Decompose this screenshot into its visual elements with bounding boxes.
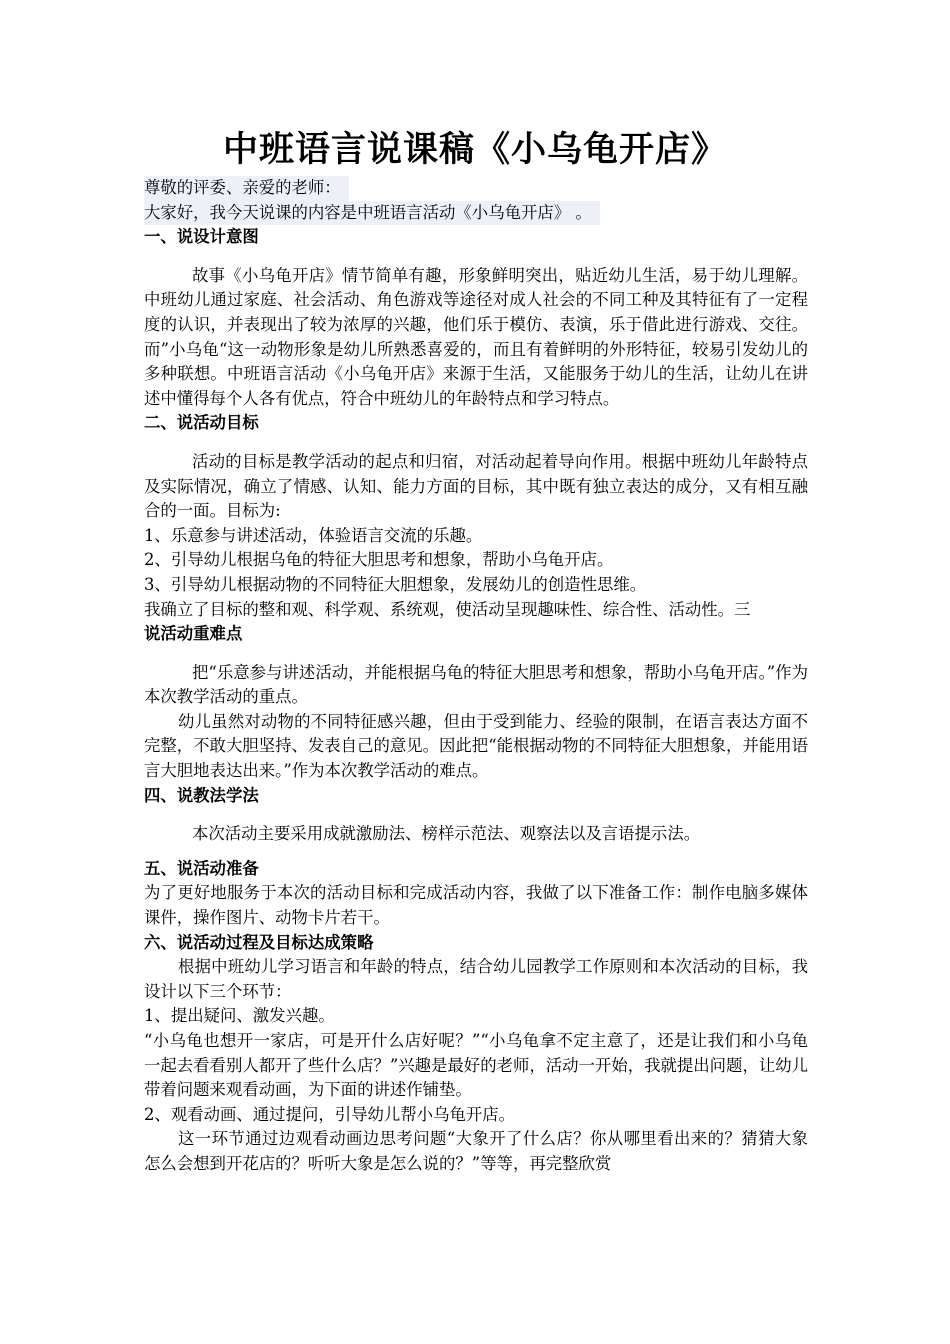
section-heading-6: 六、说活动过程及目标达成策略 (144, 932, 374, 952)
goal-item: 2、引导幼儿根据乌龟的特征大胆思考和想象，帮助小乌龟开店。 (144, 550, 614, 570)
step-2-paragraph: 这一环节通过边观看动画边思考问题“大象开了什么店？你从哪里看出来的？猜猜大象怎么会想到开花店的？听听大象是怎么说的？”等等，再完整欣赏 (144, 1129, 808, 1173)
section-heading-4: 四、说教法学法 (144, 785, 259, 805)
section-3-paragraph-1: 把“乐意参与讲述活动，并能根据乌龟的特征大胆思考和想象，帮助小乌龟开店。”作为本次教学活动的重点。 (144, 662, 808, 707)
section-5-paragraph: 为了更好地服务于本次的活动目标和完成活动内容，我做了以下准备工作：制作电脑多媒体课件，操作图片、动物卡片若干。 (144, 883, 808, 928)
document-body (144, 176, 808, 1177)
section-heading-2: 二、说活动目标 (144, 413, 259, 433)
section-4-paragraph: 本次活动主要采用成就激励法、榜样示范法、观察法以及言语提示法。 (192, 824, 701, 844)
section-2-paragraph: 活动的目标是教学活动的起点和归宿，对活动起着导向作用。根据中班幼儿年龄特点及实际情况，确立了情感、认知、能力方面的目标，其中既有独立表达的成分，又有相互融合的一面。目标为: (144, 451, 808, 521)
section-6-paragraph: 根据中班幼儿学习语言和年龄的特点，结合幼儿园教学工作原则和本次活动的目标，我设计以下三个环节： (144, 957, 808, 1001)
step-2-title: 2、观看动画、通过提问，引导幼儿帮小乌龟开店。 (144, 1104, 516, 1124)
section-1-paragraph: 故事《小乌龟开店》情节简单有趣，形象鲜明突出，贴近幼儿生活，易于幼儿理解。中班幼儿通过家庭、社会活动、角色游戏等途径对成人社会的不同工种及其特征有了一定程度的认识，并表现出了较为浓厚的兴趣，他们乐于模仿、表演，乐于借此进行游戏、交往。而”小乌龟“这一动物形象是幼儿所熟悉喜爱的，而且有着鲜明的外形特征，较易引发幼儿的多种联想。中班语言活动《小乌龟开店》来源于生活，又能服务于幼儿的生活，让幼儿在讲述中懂得每个人各有优点，符合中班幼儿的年龄特点和学习特点。 (144, 265, 808, 408)
section-2-closing: 我确立了目标的整和观、科学观、系统观，使活动呈现趣味性、综合性、活动性。三 (144, 599, 751, 619)
greeting: 尊敬的评委、亲爱的老师： (144, 176, 349, 201)
step-1-title: 1、提出疑问、激发兴趣。 (144, 1006, 335, 1026)
section-heading-5: 五、说活动准备 (144, 858, 259, 878)
section-heading-3: 说活动重难点 (144, 624, 243, 644)
document-title: 中班语言说课稿《小乌龟开店》 (222, 130, 727, 170)
goal-item: 3、引导幼儿根据动物的不同特征大胆想象，发展幼儿的创造性思维。 (144, 574, 647, 594)
goal-item: 1、乐意参与讲述活动，体验语言交流的乐趣。 (144, 525, 483, 545)
section-3-paragraph-2: 幼儿虽然对动物的不同特征感兴趣，但由于受到能力、经验的限制，在语言表达方面不完整，不敢大胆坚持、发表自己的意见。因此把“能根据动物的不同特征大胆想象，并能用语言大胆地表达出来。”作为本次教学活动的难点。 (144, 711, 809, 781)
step-1-paragraph: “小乌龟也想开一家店，可是开什么店好呢？”“小乌龟拿不定主意了，还是让我们和小乌龟一起去看看别人都开了些什么店？”兴趣是最好的老师，活动一开始，我就提出问题，让幼儿带着问题来观看动画，为下面的讲述作铺垫。 (144, 1031, 809, 1100)
section-heading-1: 一、说设计意图 (144, 227, 259, 247)
intro: 大家好，我今天说课的内容是中班语言活动《小乌龟开店》 。 (144, 201, 600, 226)
